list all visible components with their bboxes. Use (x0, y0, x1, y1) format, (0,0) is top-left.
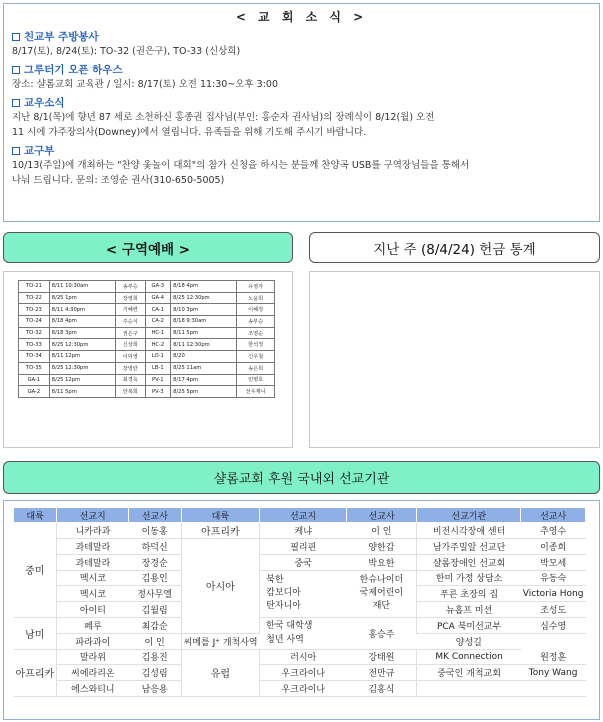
mission-field-group (260, 570, 347, 617)
news-section-text: 11 시에 가주장의사(Downey)에서 열립니다. 유족들을 위해 기도해 주시기 바랍니다. (12, 127, 367, 138)
table-row (19, 386, 275, 398)
worship-cell: 8/25 12:30pm (49, 339, 115, 351)
mission-organization (417, 681, 521, 697)
worship-cell: GA-3 (145, 281, 171, 293)
worship-cell: 송은희 (237, 362, 275, 374)
worship-cell: GA-4 (145, 292, 171, 304)
worship-cell: GA-2 (19, 386, 50, 398)
missionary-name: 유동숙 (521, 570, 586, 586)
mission-field: 니카라과 (57, 523, 129, 539)
worship-cell: LO-1 (145, 351, 171, 363)
mission-field: 청년 사역 (266, 635, 304, 646)
worship-cell: 유영자 (237, 281, 275, 293)
mission-field: 러시아 (260, 649, 347, 665)
worship-cell: 안복희 (116, 386, 145, 398)
checkbox-square-icon (12, 99, 20, 107)
missions-header (3, 461, 600, 494)
mission-field: 아이티 (57, 602, 129, 618)
missionary-name: 이종희 (521, 539, 586, 555)
table-row (14, 681, 586, 697)
worship-cell: 8/18 9:30am (171, 316, 237, 328)
missionary-name: 김월림 (129, 602, 181, 618)
missions-title: 샬롬교회 후원 국내외 선교기관 (213, 472, 390, 487)
worship-cell: TO-23 (19, 304, 50, 316)
worship-cell: 민병호 (237, 374, 275, 386)
missionary-name: 조성도 (521, 602, 586, 618)
region-label: 유럽 (181, 649, 260, 696)
missionary-name: 전만규 (346, 665, 417, 681)
worship-cell: 주승식 (116, 316, 145, 328)
table-row (14, 649, 586, 665)
mission-field-group (260, 617, 347, 649)
table-row (14, 617, 586, 633)
table-row (14, 570, 586, 586)
mission-organization: 비전시각장애 센터 (417, 523, 521, 539)
table-row (19, 362, 275, 374)
mission-organization: 뉴홉프 미션 (417, 602, 521, 618)
table-row (14, 665, 586, 681)
district-worship-title: < 구역예배 > (105, 241, 191, 258)
worship-cell: 장영희 (116, 292, 145, 304)
missionary-name: 심수영 (521, 617, 586, 633)
missionary-name: 김홍식 (346, 681, 417, 697)
missionary-name: 하덕신 (129, 539, 181, 555)
missions-table (13, 507, 586, 697)
missions-column-header: 대륙 (181, 508, 260, 523)
worship-cell: 송부승 (116, 281, 145, 293)
worship-cell: 송부승 (237, 316, 275, 328)
worship-cell: 8/11 5pm (171, 327, 237, 339)
church-news-box (3, 3, 600, 222)
missionary-name: 재단 (372, 601, 391, 612)
missions-column-header: 선교지 (57, 508, 129, 523)
mission-field: 탄자니아 (266, 601, 301, 612)
missionary-name: Tony Wang (521, 665, 586, 681)
news-section-heading (12, 143, 591, 158)
missionary-name: 이동홍 (129, 523, 181, 539)
mission-field: 우크라이나 (260, 665, 347, 681)
worship-cell: CA-1 (145, 304, 171, 316)
worship-cell: TO-35 (19, 362, 50, 374)
worship-cell: 선우제니 (237, 386, 275, 398)
worship-cell: TO-21 (19, 281, 50, 293)
worship-cell: 신상희 (116, 339, 145, 351)
table-row (19, 316, 275, 328)
mission-field: 과테말라 (57, 554, 129, 570)
worship-cell: 권은구 (116, 327, 145, 339)
table-row (19, 281, 275, 293)
mission-field: 멕시코 (57, 586, 129, 602)
missions-column-header: 선교사 (521, 508, 586, 523)
missionary-name: 박모세 (521, 554, 586, 570)
missionary-name: 김용인 (129, 570, 181, 586)
mission-field: 에스와티니 (57, 681, 129, 697)
table-row (14, 554, 586, 570)
missionary-name: 국제어린이 (359, 588, 404, 599)
table-row (19, 351, 275, 363)
mission-field: 말라위 (57, 649, 129, 665)
worship-cell: 8/18 4pm (171, 281, 237, 293)
region-label: 아시아 (181, 539, 260, 634)
missionary-name: 김용진 (129, 649, 181, 665)
cash-stats-header (309, 232, 600, 263)
cash-stats-title: 지난 주 (8/4/24) 헌금 통계 (373, 241, 536, 258)
missionary-name: 이 인 (129, 633, 181, 649)
worship-cell: HC-2 (145, 339, 171, 351)
worship-cell: 8/25 12pm (49, 374, 115, 386)
news-section-text: 10/13(주일)에 개최하는 "찬양 옻놀이 대회"의 참가 신청을 하시는 분들께 찬양곡 USB를 구역장님들을 통해서 (12, 160, 470, 171)
mission-field: 씨에라리온 (57, 665, 129, 681)
news-section-heading (12, 62, 591, 77)
mission-organization: PCA 북미선교부 (417, 617, 521, 633)
worship-cell: CA-2 (145, 316, 171, 328)
missions-column-header: 대륙 (14, 508, 57, 523)
worship-cell: 8/17 4pm (171, 374, 237, 386)
worship-cell: 장영란 (116, 362, 145, 374)
worship-cell: 8/25 12:30pm (49, 362, 115, 374)
worship-cell: 8/11 10:30am (49, 281, 115, 293)
table-row (19, 292, 275, 304)
region-label: 아프리카 (181, 523, 260, 539)
worship-cell: 신우철 (237, 351, 275, 363)
worship-cell: HC-1 (145, 327, 171, 339)
worship-cell: 최경옥 (116, 374, 145, 386)
worship-cell: 8/11 4:30pm (49, 304, 115, 316)
table-row (14, 523, 586, 539)
worship-cell: PV-1 (145, 374, 171, 386)
mission-field: 캄보디아 (266, 588, 301, 599)
missionary-name: 양성길 (417, 633, 521, 649)
worship-cell: TO-34 (19, 351, 50, 363)
worship-cell: GA-1 (19, 374, 50, 386)
mission-field: 케냐 (260, 523, 347, 539)
worship-cell: 8/11 5pm (49, 386, 115, 398)
missionary-name: 양한갑 (346, 539, 417, 555)
missionary-name: 남응용 (129, 681, 181, 697)
missionary-name: Victoria Hong (521, 586, 586, 602)
missionary-name: 원정훈 (521, 649, 586, 665)
missionary-name: 장경순 (129, 554, 181, 570)
worship-cell: 8/25 5pm (171, 386, 237, 398)
district-worship-table (18, 280, 275, 398)
worship-cell: TO-22 (19, 292, 50, 304)
worship-cell: PV-3 (145, 386, 171, 398)
missions-column-header: 선교기관 (417, 508, 521, 523)
mission-field: 멕시코 (57, 570, 129, 586)
worship-cell: LB-1 (145, 362, 171, 374)
news-title: < 교 회 소 식 > (235, 10, 368, 24)
worship-cell: 한석정 (237, 339, 275, 351)
mission-organization: 중국인 개척교회 (417, 665, 521, 681)
mission-field: 중국 (260, 554, 347, 570)
worship-cell: 8/25 11am (171, 362, 237, 374)
news-heading-text: 교우소식 (24, 97, 65, 109)
table-row (19, 374, 275, 386)
missionary-group (346, 570, 417, 617)
worship-cell: 이덕영 (116, 351, 145, 363)
region-label: 아프리카 (14, 649, 57, 696)
mission-field: 필리핀 (260, 539, 347, 555)
worship-cell: 이혜정 (237, 304, 275, 316)
worship-cell: 8/20 (171, 351, 237, 363)
mission-field: 과테말라 (57, 539, 129, 555)
missionary-name: 박요한 (346, 554, 417, 570)
mission-organization: 씨메를 J⁺ 개척사역 (181, 633, 260, 649)
worship-cell: 기혜련 (116, 304, 145, 316)
mission-organization: 남가주밀알 선교단 (417, 539, 521, 555)
missionary-name: 김성림 (129, 665, 181, 681)
mission-organization: 푸른 초장의 집 (417, 586, 521, 602)
news-heading-text: 친교부 주방봉사 (24, 31, 99, 43)
news-heading-text: 교구부 (24, 145, 55, 157)
missionary-name: 이 인 (346, 523, 417, 539)
worship-cell: 8/11 12:30pm (171, 339, 237, 351)
mission-field: 파라과이 (57, 633, 129, 649)
news-section-text: 8/17(토), 8/24(토): TO-32 (권은구), TO-33 (신상희) (12, 46, 241, 57)
news-section-heading (12, 95, 591, 110)
checkbox-square-icon (12, 147, 20, 155)
missionary-name: 한슈나이더 (359, 575, 404, 586)
missions-column-header: 선교사 (129, 508, 181, 523)
missionary-name: 강태원 (346, 649, 417, 665)
worship-cell: 8/25 12:30pm (171, 292, 237, 304)
worship-cell: 조영순 (237, 327, 275, 339)
worship-cell: 8/25 1pm (49, 292, 115, 304)
worship-cell: 8/18 3pm (49, 327, 115, 339)
mission-field: 북한 (266, 575, 284, 586)
missions-column-header: 선교지 (260, 508, 347, 523)
region-label: 중미 (14, 523, 57, 618)
news-section-text: 지난 8/1(목)에 향년 87 세로 소천하신 홍종권 집사님(부인: 홍순자 권사님)의 장례식이 8/12(월) 오전 (12, 112, 435, 123)
district-worship-header (3, 232, 293, 263)
region-label: 남미 (14, 617, 57, 649)
missionary-name: 홍승주 (346, 617, 417, 649)
table-row (19, 339, 275, 351)
news-section-heading (12, 29, 591, 44)
worship-cell: 8/10 3pm (171, 304, 237, 316)
worship-cell: TO-33 (19, 339, 50, 351)
table-row (14, 539, 586, 555)
mission-field: 한국 대학생 (266, 621, 313, 632)
mission-field: 우크라이나 (260, 681, 347, 697)
table-row (19, 327, 275, 339)
mission-field: 페루 (57, 617, 129, 633)
checkbox-square-icon (12, 33, 20, 41)
worship-cell: 노윤희 (237, 292, 275, 304)
news-heading-text: 그루터기 오픈 하우스 (24, 64, 123, 76)
mission-organization: 한미 가정 상담소 (417, 570, 521, 586)
mission-organization: MK Connection (417, 649, 521, 665)
missionary-name: 정사무엘 (129, 586, 181, 602)
missions-column-header: 선교사 (346, 508, 417, 523)
worship-cell: TO-24 (19, 316, 50, 328)
news-section-text: 장소: 샬롬교회 교육관 / 일시: 8/17(토) 오전 11:30~오후 3:00 (12, 79, 279, 90)
worship-cell: TO-32 (19, 327, 50, 339)
mission-organization: 샬롬장애인 선교회 (417, 554, 521, 570)
worship-cell: 8/11 12pm (49, 351, 115, 363)
worship-cell: 8/18 4pm (49, 316, 115, 328)
missionary-name (521, 681, 586, 697)
missionary-name: 추영수 (521, 523, 586, 539)
missionary-name: 최감순 (129, 617, 181, 633)
table-row (19, 304, 275, 316)
news-section-text: 나눠 드립니다. 문의: 조영순 권사(310-650-5005) (12, 175, 225, 186)
cash-stats-panel (309, 271, 600, 448)
checkbox-square-icon (12, 66, 20, 74)
